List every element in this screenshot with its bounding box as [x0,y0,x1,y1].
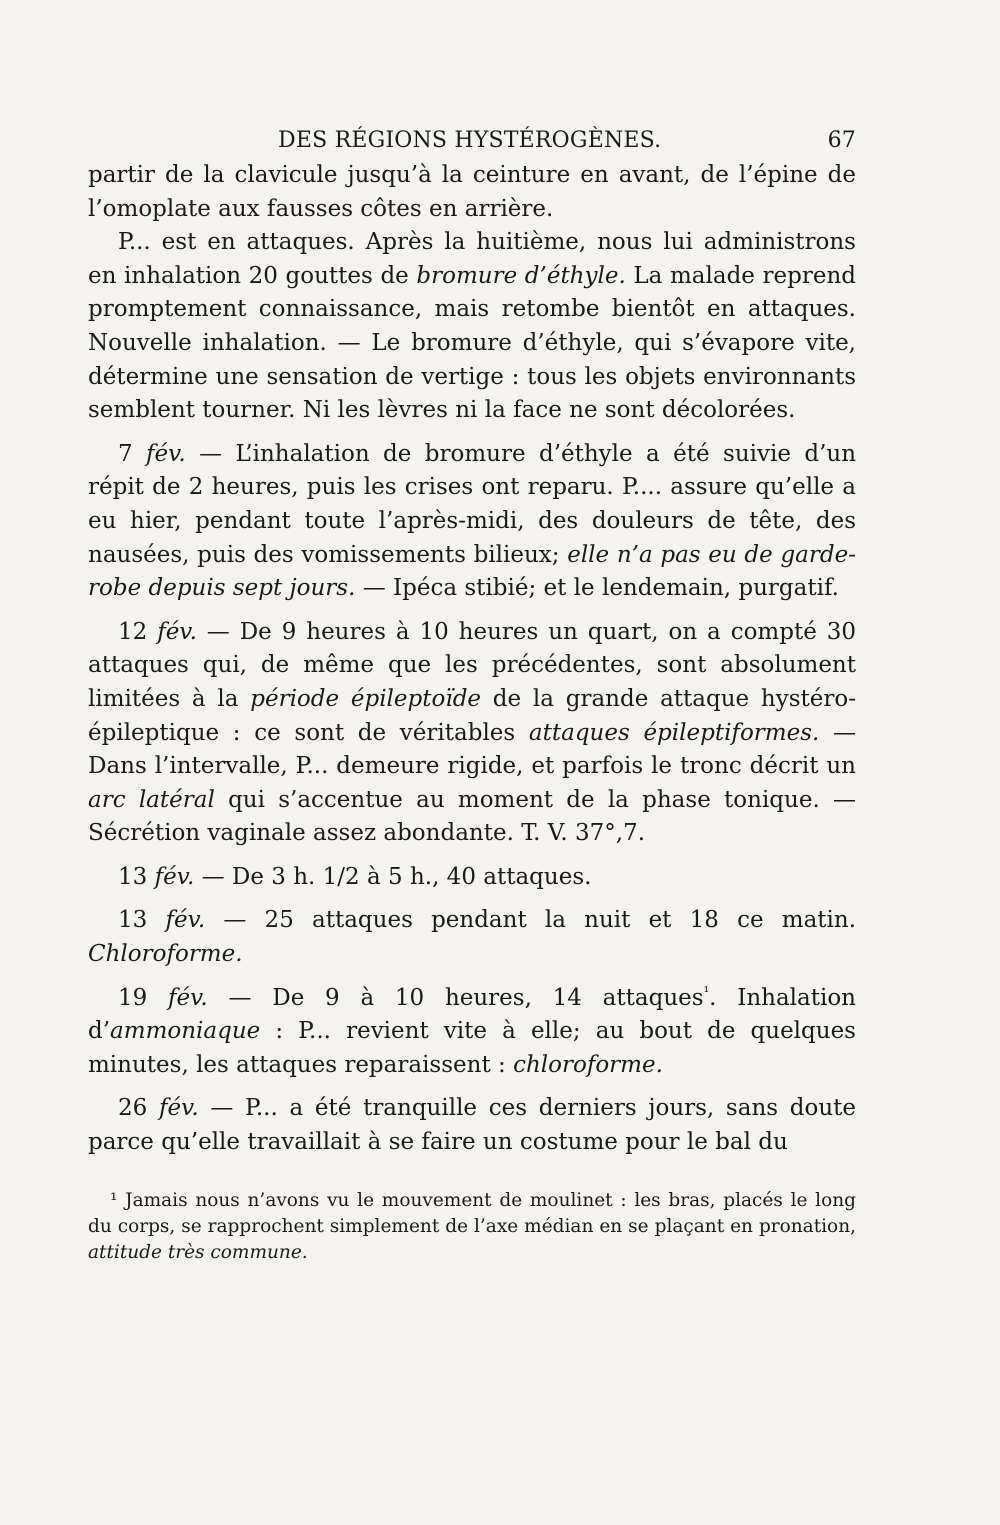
entry-13-fev-b [88,904,856,971]
text-span: P... est en attaques. Après la huitième, nous lui administrons en inhalation 20 gouttes de [88,229,856,289]
body-text [88,159,856,1160]
italic-span: Chloroforme. [88,941,243,968]
italic-span: fév. [154,863,195,890]
text-span: de la grande attaque hystéro-épileptique : ce sont de véritables [88,685,856,746]
paragraph-bromure-inhalation [88,226,856,428]
text-span: 12 [118,618,158,645]
text-span: — 25 attaques pendant la nuit et 18 ce matin. [205,907,857,934]
italic-span: attitude très commune. [88,1241,308,1263]
book-page [88,128,856,1266]
entry-13-fev-a [88,861,856,895]
text-span: 7 [118,440,147,467]
italic-span: bromure d’éthyle. [416,262,626,289]
footnote-1 [88,1188,856,1266]
text-span: — P... a été tranquille ces derniers jours, sans doute parce qu’elle travaillait à se faire un costume pour le bal du [88,1095,856,1156]
italic-span: attaques épileptiformes. [528,719,820,746]
italic-span: fév. [158,1095,199,1122]
entry-7-fev [88,438,856,606]
italic-span: elle n’a pas eu de garde-robe depuis sept jours. [88,541,856,602]
text-span: ¹ Jamais nous n’avons vu le mouvement de moulinet : les bras, placés le long du corps, se rapprochent simplement de l’axe médian en se plaçant en pronation, [88,1189,856,1237]
italic-span: fév. [165,907,206,934]
text-span: 19 [118,984,169,1011]
entry-19-fev [88,982,856,1083]
italic-span: fév. [146,440,186,467]
italic-span: ammoniaque [110,1018,261,1045]
text-span: — De 9 heures à 10 heures un quart, on a compté 30 attaques qui, de même que les précédentes, sont absolument limitées à la [88,618,856,712]
text-span: — De 3 h. 1/2 à 5 h., 40 attaques. [194,863,592,890]
entry-26-fev [88,1092,856,1159]
italic-span: fév. [157,618,197,645]
text-span: — Ipéca stibié; et le lendemain, purgatif. [355,575,839,602]
text-span: : P... revient vite à elle; au bout de quelques minutes, les attaques reparaissent : [88,1018,856,1078]
text-span: 26 [118,1095,159,1122]
italic-span: arc latéral [88,786,215,813]
text-span: partir de la clavicule jusqu’à la ceinture en avant, de l’épine de l’omoplate aux fausses côtes en arrière. [88,162,856,222]
text-span: 13 [118,907,166,934]
paragraph-continuation [88,159,856,226]
footnote [88,1188,856,1266]
page-number: 67 [827,128,856,153]
italic-span: chloroforme. [513,1051,663,1078]
text-span: La malade reprend promptement connaissance, mais retombe bientôt en attaques. Nouvelle inhalation. — Le bromure d’éthyle, qui s’évapore vite, détermine une sensation de vertige : tous les objets environnants semblent tourner. Ni les lèvres ni la face ne sont décolorées. [88,262,856,424]
running-head [88,128,856,153]
text-span: 13 [118,863,155,890]
running-head-title: DES RÉGIONS HYSTÉROGÈNES. [278,128,662,153]
italic-span: fév. [168,984,208,1011]
text-span: — L’inhalation de bromure d’éthyle a été suivie d’un répit de 2 heures, puis les crises ont reparu. P.... assure qu’elle a eu hier, pendant toute l’après-midi, des douleurs de tête, des nausées, puis des vomissements bilieux; [88,440,857,568]
text-span: — De 9 à 10 heures, 14 attaques [207,984,704,1011]
footnote-marker: ¹ [703,984,710,1000]
text-span: . Inhalation d’ [88,984,856,1045]
text-span: — Dans l’intervalle, P... demeure rigide, et parfois le tronc décrit un [88,719,857,780]
text-span: qui s’accentue au moment de la phase tonique. — Sécrétion vaginale assez abondante. T. V. 37°,7. [88,786,856,847]
italic-span: période épileptoïde [250,685,482,712]
entry-12-fev [88,616,856,851]
